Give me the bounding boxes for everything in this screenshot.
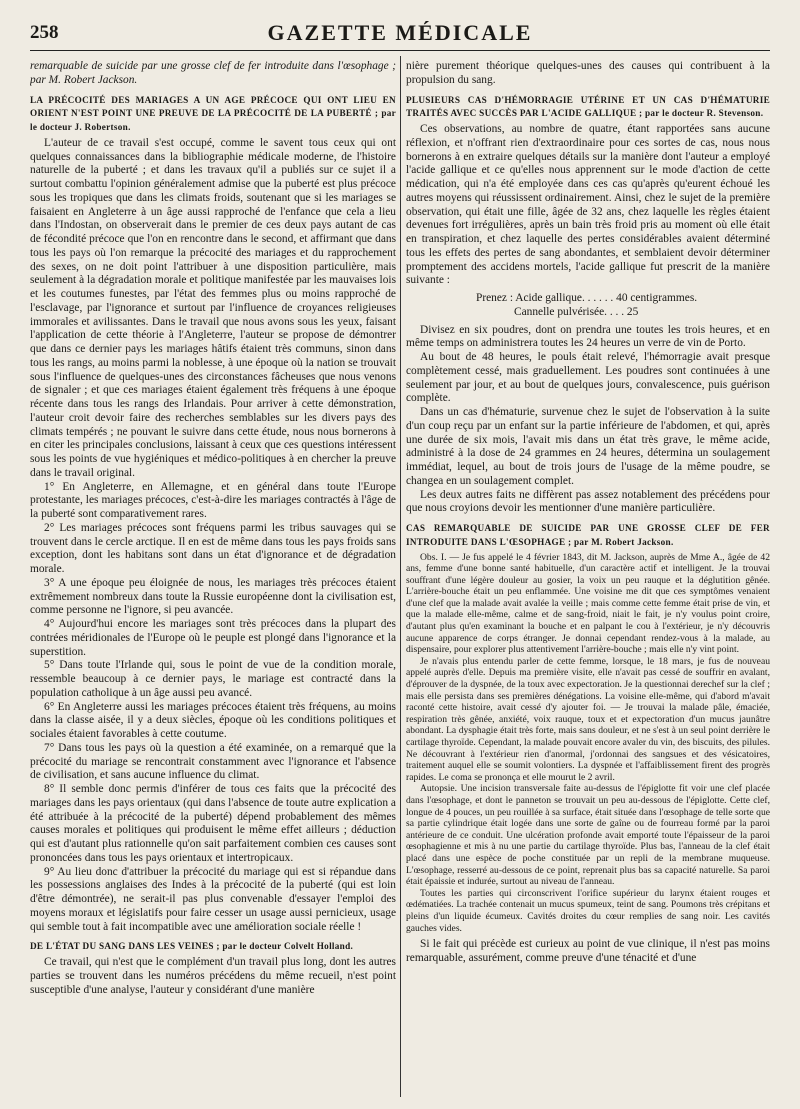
conclusion-item: 7° Dans tous les pays où la question a été examinée, on a remarqué que la précocité du mariage se rencontrait constamment avec l'ignorance et l'absence de civilisation, et sans aucune influence du climat. — [30, 741, 396, 782]
right-column — [406, 60, 770, 1097]
conclusion-item: 6° En Angleterre aussi les mariages précoces étaient très fréquens, au moins dans la classe aisée, il y a deux siècles, époque où les conditions politiques et sociales étaient favorables à cette coutume. — [30, 700, 396, 740]
conclusion-item: 2° Les mariages précoces sont fréquens parmi les tribus sauvages qui se trouvent dans le cercle arctique. Il en est de même dans tous les pays froids sans exception, dont les habitans sont dans un état d'ignorance et de dégradation morale. — [30, 521, 396, 575]
article-heading-suicide: CAS REMARQUABLE DE SUICIDE PAR UNE GROSSE CLEF DE FER INTRODUITE DANS L'ŒSOPHAGE ; par M. Robert Jackson. — [406, 523, 770, 547]
case-paragraph: Obs. I. — Je fus appelé le 4 février 1843, dit M. Jackson, auprès de Mme A., âgée de 42 ans, femme d'une bonne santé habituelle, d'un caractère actif et intelligent. Je la trouvai souffrant d'une légère douleur au gosier, la voix un peu rauque et la déglutition gênée. L'arrière-bouche était un peu enflammée. Une voisine me dit que ces symptômes venaient d'une clef que la malade avait avalée la veille ; mais comme cette femme était prise de vin, et que la malade elle-même, calme et de sang-froid, niait le fait, je n'y voulus point croire, d'autant plus qu'en examinant la bouche et en palpant le cou à l'extérieur, je n'y découvris aucune apparence de corps étranger. Je donnai cependant rendez-vous à la malade, au dispensaire, pour explorer plus attentivement l'arrière-bouche ; mais elle n'y vint point. — [406, 551, 770, 656]
article-paragraph: Au bout de 48 heures, le pouls était relevé, l'hémorragie avait presque complètement cessé, mais graduellement. Les poudres sont continuées à une seulement par jour, et au bout de quelques jours, convalescence, puis guérison complète. — [406, 351, 770, 405]
article-heading-hemorragie: PLUSIEURS CAS D'HÉMORRAGIE UTÉRINE ET UN CAS D'HÉMATURIE TRAITÉS AVEC SUCCÈS PAR L'ACIDE GALLIQUE ; par le docteur R. Stevenson. — [406, 94, 770, 119]
conclusion-item: 8° Il semble donc permis d'inférer de tous ces faits que la précocité des mariages dans les pays orientaux (qui dans l'absence de toute autre explication a été attribuée à la précocité de la puberté) dépend probablement des mêmes causes morales et politiques qui produisent le même effet ailleurs ; déduction qui est d'autant plus rationnelle qu'on sait parfaitement combien ces causes sont prononcées dans tous les pays orientaux et intertropicaux. — [30, 783, 396, 864]
conclusion-item: 4° Aujourd'hui encore les mariages sont très précoces dans la plupart des contrées méridionales de l'Europe où le peuple est plongé dans l'ignorance et la superstition. — [30, 618, 396, 658]
page-number: 258 — [30, 22, 59, 43]
prescription-line: Cannelle pulvérisée. . . . 25 — [514, 305, 639, 318]
journal-title: GAZETTE MÉDICALE — [267, 20, 533, 45]
article-paragraph: Divisez en six poudres, dont on prendra une toutes les trois heures, et en même temps on administrera toutes les 24 heures un verre de vin de Porto. — [406, 323, 770, 350]
conclusion-item: 5° Dans toute l'Irlande qui, sous le point de vue de la condition morale, ressemble beaucoup à ce dernier pays, le mariage est contracté dans la population catholique à un âge aussi peu avancé. — [30, 659, 396, 699]
article-heading-sang: DE L'ÉTAT DU SANG DANS LES VEINES ; par le docteur Colvelt Holland. — [30, 941, 354, 952]
article-paragraph: Si le fait qui précède est curieux au point de vue clinique, il n'est pas moins remarquable, assurément, comme preuve d'une ténacité et d'une — [406, 938, 770, 964]
continued-title: remarquable de suicide par une grosse clef de fer introduite dans l'œsophage ; par M. Robert Jackson. — [30, 60, 396, 86]
case-report — [406, 552, 770, 935]
article-paragraph: L'auteur de ce travail s'est occupé, comme le savent tous ceux qui ont quelques connaissances dans la bibliographie médicale moderne, de l'histoire naturelle de la puberté ; et dans les travaux qu'il a publiés sur ce sujet il a surtout combattu l'opinion généralement admise que la puberté est plus précoce sous les tropiques que dans les climats froids, soutenant que si les mariages se faisaient en Angleterre à un âge aussi rapproché de l'enfance que cela a lieu dans l'Indostan, on observerait dans le premier de ces deux pays autant de cas de fécondité précoce que l'on en rencontre dans le second, et affirmant que dans tous les pays où l'on remarque la précocité des mariages et du rapprochement des sexes, on ne doit point l'attribuer à une disposition particulière, mais seulement à la dégradation morale et politique manifestée par les mauvaises lois et les coutumes funestes, par l'état des femmes plus ou moins rapproché de l'esclavage, par l'ignorance et surtout par l'influence de croyances religieuses immorales et avilissantes. Dans le travail que nous avons sous les yeux, faisant l'application de cette théorie à l'Angleterre, l'auteur se propose de démontrer que dans ce dernier pays les mariages hâtifs étaient très communs, sinon dans tous les rangs, au moins parmi la noblesse, à une époque où la nation se trouvait sous l'influence de quelques-unes des circonstances fâcheuses que nous venons de signaler ; et que ces mariages étaient également très fréquens à une époque récente dans tous les rangs des Irlandais. Pour arriver à cette démonstration, l'auteur croit devoir faire des recherches semblables sur les divers pays des climats tempérés ; ne pouvant le suivre dans cette étude, nous nous bornerons à en citer les principales conclusions, laissant à ceux que ces questions intéressent sous les points de vue hygiéniques et médico-politiques à en chercher la preuve dans le travail original. — [30, 136, 396, 479]
case-paragraph: Je n'avais plus entendu parler de cette femme, lorsque, le 18 mars, je fus de nouveau appelé auprès d'elle. Depuis ma première visite, elle n'avait pas cessé de souffrir en avalant, d'éprouver de la dyspnée, de la toux avec expectoration. Je la questionnai derechef sur la clef ; mais elle persista dans ses premières dénégations. La voisine elle-même, qui d'abord m'avait raconté cette histoire, avait cessé d'y ajouter foi. — Je trouvai la malade pâle, émaciée, respiration très gênée, anxiété, voix rauque, toux et et expectoration d'un mucus jaunâtre abondant. La dysphagie était très forte, mais sans douleur, et ne s'est à un seul point derrière le cartilage thyroïde. Cependant, la malade pouvait encore avaler du vin, des biscuits, des pilules. Ne découvrant à l'extérieur rien d'anormal, j'ordonnai des sangsues et des vésicatoires, traitement auquel elle se soumit volontiers. La dyspnée et l'affaiblissement firent des progrès rapides. Le coma se prononça et elle mourut le 2 avril. — [406, 655, 770, 783]
prescription-line: Prenez : Acide gallique. . . . . . 40 centigrammes. — [476, 292, 698, 304]
conclusion-item: 9° Au lieu donc d'attribuer la précocité du mariage qui est si répandue dans les possessions anglaises des Indes à la précocité de la puberté (qui est loin d'être démontrée), ne serait-il pas plus convenable d'essayer l'emploi des moyens moraux et législatifs pour faire cesser un usage aussi pernicieux, usage qui semble tout à fait incompatible avec une amélioration sociale réelle ! — [30, 865, 396, 933]
header-rule — [30, 50, 770, 51]
case-paragraph: Toutes les parties qui circonscrivent l'orifice supérieur du larynx étaient rouges et œdématiées. La trachée contenait un mucus spumeux, teint de sang. Poumons très crépitans et pleins d'un liquide écumeux. Cavités droites du cœur remplies de sang noir. Les cavités gauches vides. — [406, 887, 770, 934]
page-header — [30, 18, 770, 48]
article-paragraph: Ce travail, qui n'est que le complément d'un travail plus long, dont les autres parties se trouvent dans les numéros précédens du même recueil, n'est point susceptible d'une analyse, l'auteur y considérant d'une manière — [30, 956, 396, 996]
article-paragraph: Dans un cas d'hématurie, survenue chez le sujet de l'observation à la suite d'un coup reçu par un enfant sur la partie inférieure de l'abdomen, et qui, après une durée de six mois, l'avait mis dans un état très grave, le même acide, administré à la dose de 24 grammes en 24 heures, détermina un soulagement immédiat, lequel, au bout de trois jours de l'usage de la même poudre, se changea en un soulagement complet. — [406, 406, 770, 487]
left-column — [30, 60, 396, 1097]
prescription — [476, 292, 770, 320]
article-heading-precocite: LA PRÉCOCITÉ DES MARIAGES A UN AGE PRÉCOCE QUI ONT LIEU EN ORIENT N'EST POINT UNE PREUVE DE LA PRÉCOCITÉ DE LA PUBERTÉ ; par le docteur J. Robertson. — [30, 94, 396, 132]
column-divider — [400, 56, 401, 1097]
conclusion-item: 3° A une époque peu éloignée de nous, les mariages très précoces étaient extrêmement nombreux dans toute la Russie européenne dont la civilisation est, comme personne ne l'ignore, si peu avancée. — [30, 576, 396, 617]
continued-text: nière purement théorique quelques-unes des causes qui contribuent à la propulsion du sang. — [406, 60, 770, 86]
article-paragraph: Les deux autres faits ne diffèrent pas assez notablement des précédens pour que nous croyions devoir les mentionner d'une manière particulière. — [406, 488, 770, 515]
article-paragraph: Ces observations, au nombre de quatre, étant rapportées sans aucune réflexion, et n'offrant rien d'extraordinaire pour ces sortes de cas, nous nous bornerons à en extraire quelques détails sur la manière dont l'auteur a employé l'acide gallique et ce qu'elles nous apprennent sur le mode d'action de cette médication, qui n'a été employée dans ces cas qu'après qu'eurent échoué les autres moyens qui réussissent ordinairement. Ainsi, chez le sujet de la première observation, qui était une fille, âgée de 32 ans, chez laquelle les règles étaient devenues fort irrégulières, après un bain très froid pris au moment où elle était en transpiration, et chez laquelle des pertes considérables avaient déterminé tous les effets des pertes de sang abondantes, et semblaient devoir déterminer promptement des accidens mortels, l'acide gallique fut prescrit de la manière suivante : — [406, 123, 770, 287]
conclusion-item: 1° En Angleterre, en Allemagne, et en général dans toute l'Europe protestante, les mariages précoces, c'est-à-dire les mariages contractés à l'âge de la puberté sont comparativement rares. — [30, 480, 396, 520]
case-paragraph: Autopsie. Une incision transversale faite au-dessus de l'épiglotte fit voir une clef placée dans l'œsophage, et dont le panneton se trouvait un peu au-dessous de l'épiglotte. Cette clef, longue de 4 pouces, un peu rouillée à sa surface, était située dans l'œsophage de telle sorte que sa partie cylindrique était logée dans une sorte de gaîne ou de fourreau formé par la paroi antérieure de ce conduit. Une ulcération profonde avait emporté toute l'épaisseur de la paroi œsophagienne et mis à nu une partie du cartilage thyroïde. Plus bas, l'anneau de la clef était placé dans une espèce de poche constituée par un repli de la membrane muqueuse. L'œsophage, resserré au-dessous de ce point, reprenait plus bas sa capacité naturelle. Sa paroi était épaissie et indurée, surtout au niveau de l'anneau. — [406, 783, 770, 888]
